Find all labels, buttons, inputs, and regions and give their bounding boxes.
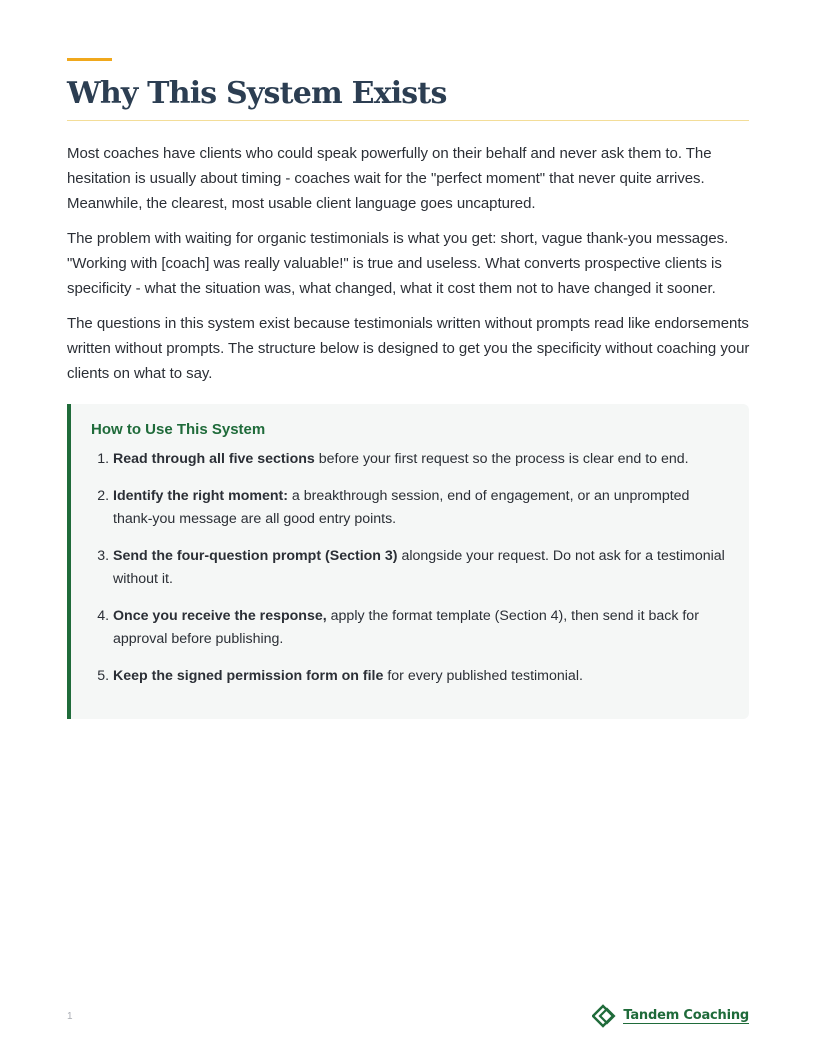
step-1-bold: Read through all five sections	[113, 451, 315, 467]
step-item-1	[113, 448, 727, 471]
step-item-5	[113, 665, 727, 688]
how-to-callout	[67, 404, 749, 719]
step-2-text: a breakthrough session, end of engagement, or an unprompted thank-you message are all good entry points.	[113, 488, 690, 527]
step-4-text: apply the format template (Section 4), then send it back for approval before publishing.	[113, 608, 699, 647]
step-5-text: for every published testimonial.	[383, 668, 583, 684]
step-3-bold: Send the four-question prompt (Section 3)	[113, 548, 398, 564]
intro-section	[67, 141, 751, 396]
step-2-bold: Identify the right moment:	[113, 488, 288, 504]
step-item-2	[113, 485, 727, 531]
document-page	[67, 0, 749, 1056]
intro-paragraph-2: The problem with waiting for organic testimonials is what you get: short, vague thank-you messages. "Working with [coach] was really valuable!" is true and useless. What converts prospective clients is specificity - what the situation was, what changed, what it cost them not to have changed it sooner.	[67, 230, 729, 297]
title-accent-bar	[67, 58, 112, 61]
step-item-4	[113, 605, 727, 651]
callout-title: How to Use This System	[91, 421, 266, 438]
step-5-bold: Keep the signed permission form on file	[113, 668, 384, 684]
step-4-bold: Once you receive the response,	[113, 608, 327, 624]
double-diamond-logo-icon	[592, 1004, 618, 1028]
title-divider	[67, 120, 749, 121]
brand-logo	[592, 1004, 749, 1028]
page-title: Why This System Exists	[67, 76, 447, 111]
brand-name: Tandem Coaching	[623, 1008, 749, 1023]
steps-list	[91, 448, 727, 688]
step-3-text: alongside your request. Do not ask for a testimonial without it.	[113, 548, 725, 587]
intro-paragraph-3: The questions in this system exist because testimonials written without prompts read like endorsements written without prompts. The structure below is designed to get you the specificity without coaching your clients on what to say.	[67, 315, 750, 382]
page-number: 1	[67, 1011, 73, 1022]
step-1-text: before your first request so the process is clear end to end.	[314, 451, 689, 467]
step-item-3	[113, 545, 727, 591]
intro-paragraph-1: Most coaches have clients who could speak powerfully on their behalf and never ask them to. The hesitation is usually about timing - coaches wait for the "perfect moment" that never quite arrives. Meanwhile, the clearest, most usable client language goes uncaptured.	[67, 145, 712, 212]
